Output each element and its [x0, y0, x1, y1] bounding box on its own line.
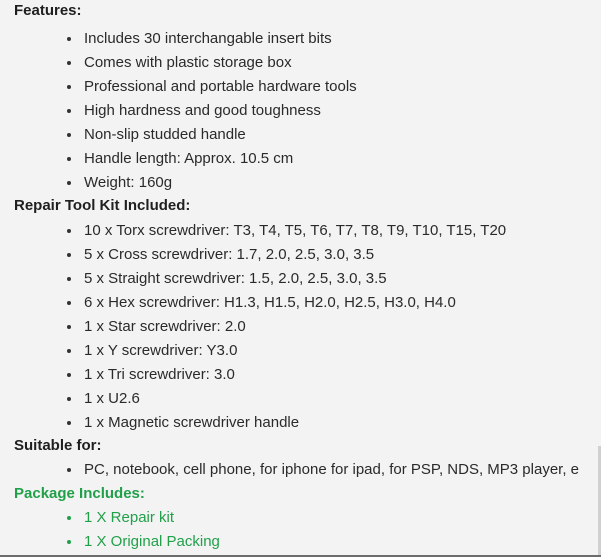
bullet-icon: [67, 421, 71, 425]
list-item: [60, 219, 506, 243]
bullet-icon: [67, 349, 71, 353]
list-item: [60, 171, 357, 195]
list-item-text: 1 x Tri screwdriver: 3.0: [84, 366, 235, 383]
package-list: [60, 506, 220, 554]
list-item-text: 1 x Y screwdriver: Y3.0: [84, 342, 238, 359]
bullet-icon: [67, 229, 71, 233]
features-heading: Features:: [14, 2, 82, 19]
bullet-icon: [67, 301, 71, 305]
list-item-text: 1 x Star screwdriver: 2.0: [84, 318, 246, 335]
list-item-text: Comes with plastic storage box: [84, 54, 292, 71]
list-item: [60, 291, 506, 315]
bullet-icon: [67, 516, 71, 520]
bullet-icon: [67, 397, 71, 401]
list-item-text: 1 x U2.6: [84, 390, 140, 407]
list-item-text: 6 x Hex screwdriver: H1.3, H1.5, H2.0, H2.5, H3.0, H4.0: [84, 294, 456, 311]
bullet-icon: [67, 253, 71, 257]
list-item-text: 1 X Repair kit: [84, 509, 175, 526]
repair-kit-list: [60, 219, 506, 435]
bullet-icon: [67, 325, 71, 329]
list-item: [60, 27, 357, 51]
list-item-text: 5 x Straight screwdriver: 1.5, 2.0, 2.5, 3.0, 3.5: [84, 270, 387, 287]
suitable-list: [60, 458, 579, 482]
list-item-text: 5 x Cross screwdriver: 1.7, 2.0, 2.5, 3.0, 3.5: [84, 246, 375, 263]
list-item: [60, 339, 506, 363]
list-item-text: Professional and portable hardware tools: [84, 78, 357, 95]
list-item: [60, 99, 357, 123]
bullet-icon: [67, 540, 71, 544]
list-item-text: 1 X Original Packing: [84, 533, 220, 550]
list-item-text: Handle length: Approx. 10.5 cm: [84, 150, 294, 167]
list-item: [60, 411, 506, 435]
list-item: [60, 506, 220, 530]
list-item-text: Non-slip studded handle: [84, 126, 246, 143]
bullet-icon: [67, 157, 71, 161]
bullet-icon: [67, 61, 71, 65]
bullet-icon: [67, 468, 71, 472]
list-item: [60, 387, 506, 411]
list-item: [60, 458, 579, 482]
bullet-icon: [67, 181, 71, 185]
list-item: [60, 530, 220, 554]
list-item: [60, 315, 506, 339]
bullet-icon: [67, 133, 71, 137]
list-item: [60, 147, 357, 171]
bullet-icon: [67, 85, 71, 89]
bullet-icon: [67, 37, 71, 41]
list-item-text: PC, notebook, cell phone, for iphone for ipad, for PSP, NDS, MP3 player, e: [84, 461, 580, 478]
repair-kit-heading: Repair Tool Kit Included:: [14, 197, 191, 214]
features-list: [60, 27, 357, 195]
list-item: [60, 123, 357, 147]
list-item: [60, 267, 506, 291]
list-item-text: 1 x Magnetic screwdriver handle: [84, 414, 300, 431]
bullet-icon: [67, 109, 71, 113]
list-item-text: 10 x Torx screwdriver: T3, T4, T5, T6, T7, T8, T9, T10, T15, T20: [84, 222, 507, 239]
list-item-text: Weight: 160g: [84, 174, 173, 191]
package-heading: Package Includes:: [14, 485, 145, 502]
list-item-text: High hardness and good toughness: [84, 102, 321, 119]
list-item-text: Includes 30 interchangable insert bits: [84, 30, 332, 47]
suitable-heading: Suitable for:: [14, 437, 102, 454]
list-item: [60, 363, 506, 387]
bullet-icon: [67, 277, 71, 281]
list-item: [60, 243, 506, 267]
list-item: [60, 75, 357, 99]
list-item: [60, 51, 357, 75]
bullet-icon: [67, 373, 71, 377]
